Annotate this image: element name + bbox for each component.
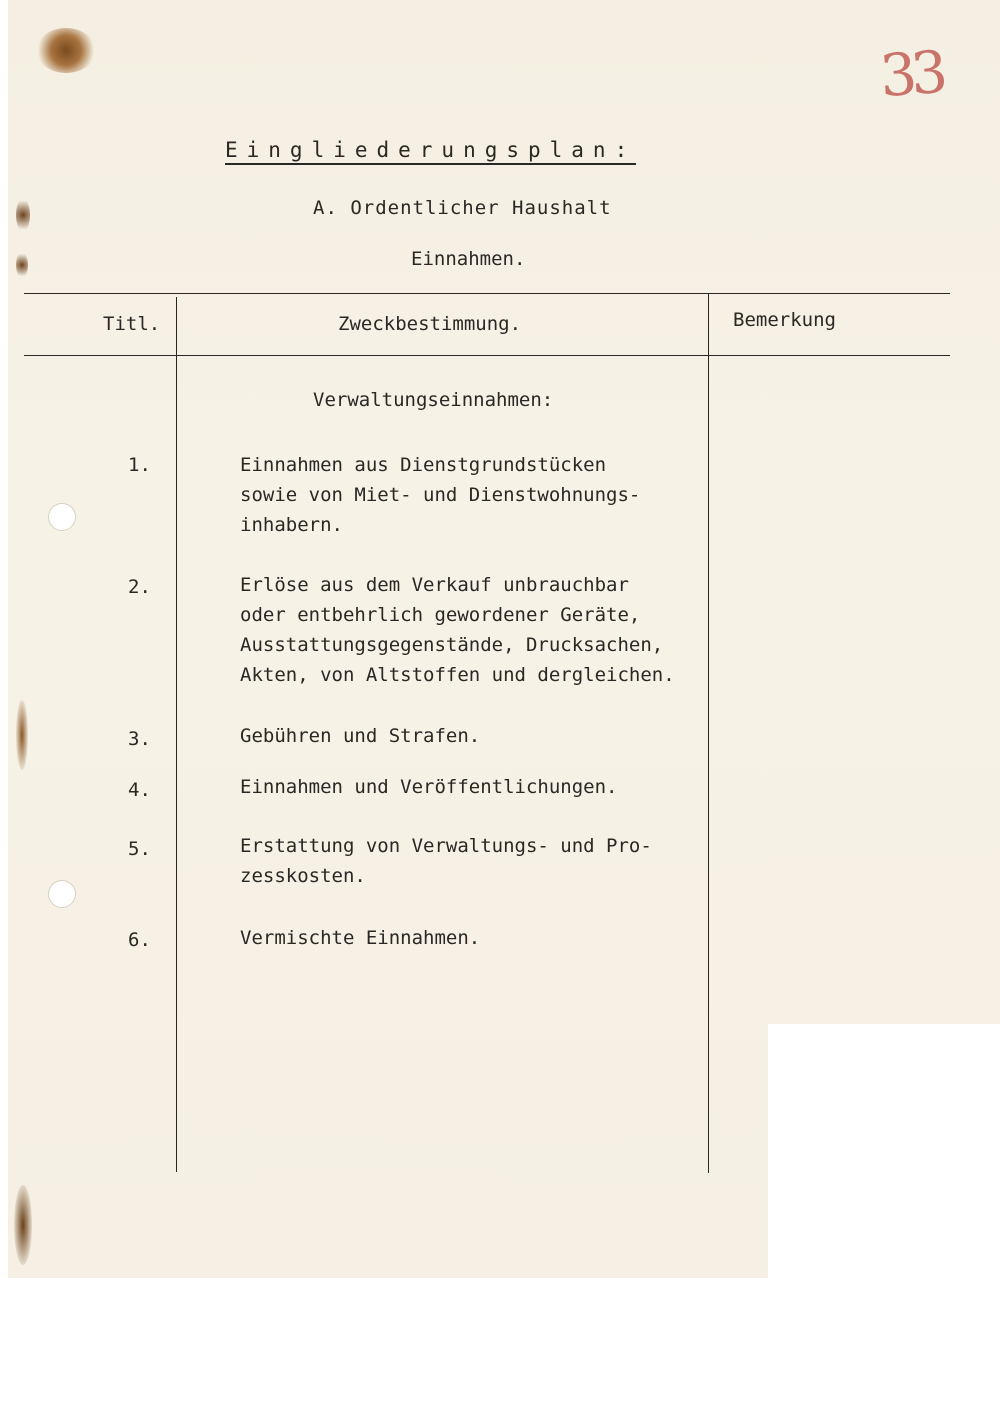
rust-stain <box>36 28 96 73</box>
document-title: Eingliederungsplan: <box>225 138 636 165</box>
rust-stain <box>16 198 30 232</box>
row-line: oder entbehrlich gewordener Geräte, <box>240 604 641 626</box>
row-line: Erstattung von Verwaltungs- und Pro- <box>240 835 652 857</box>
column-divider-right <box>708 293 709 1173</box>
punch-hole <box>48 503 76 531</box>
header-bottom-rule <box>24 355 950 356</box>
punch-hole <box>48 880 76 908</box>
row-line: zesskosten. <box>240 865 366 887</box>
row-line: Einnahmen und Veröffentlichungen. <box>240 776 618 798</box>
row-text <box>240 721 480 751</box>
row-line: inhabern. <box>240 514 343 536</box>
row-number: 5. <box>128 838 151 860</box>
row-line: sowie von Miet- und Dienstwohnungs- <box>240 484 641 506</box>
row-number: 3. <box>128 728 151 750</box>
rust-stain <box>14 1185 32 1265</box>
rust-stain <box>16 252 28 278</box>
column-header-titl: Titl. <box>103 313 161 335</box>
row-number: 1. <box>128 454 151 476</box>
scan-margin <box>0 1278 1000 1414</box>
row-line: Einnahmen aus Dienstgrundstücken <box>240 454 607 476</box>
row-line: Vermischte Einnahmen. <box>240 927 481 949</box>
column-header-bemerkung: Bemerkung <box>733 309 836 331</box>
page-number: 33 <box>877 37 945 111</box>
row-text <box>240 450 640 540</box>
rust-stain <box>16 700 28 770</box>
document-subtitle: A. Ordentlicher Haushalt <box>313 197 612 219</box>
row-line: Erlöse aus dem Verkauf unbrauchbar <box>240 574 629 596</box>
row-number: 2. <box>128 576 151 598</box>
row-line: Gebühren und Strafen. <box>240 725 481 747</box>
section-heading: Einnahmen. <box>411 248 526 270</box>
row-text <box>240 831 652 891</box>
row-text <box>240 570 675 690</box>
column-divider-left <box>176 297 177 1172</box>
row-text <box>240 923 480 953</box>
table-top-rule <box>24 293 950 294</box>
group-heading: Verwaltungseinnahmen: <box>313 389 554 411</box>
row-number: 6. <box>128 929 151 951</box>
row-text <box>240 772 618 802</box>
row-number: 4. <box>128 779 151 801</box>
row-line: Akten, von Altstoffen und dergleichen. <box>240 664 675 686</box>
row-line: Ausstattungsgegenstände, Drucksachen, <box>240 634 664 656</box>
column-header-zweck: Zweckbestimmung. <box>338 313 522 335</box>
